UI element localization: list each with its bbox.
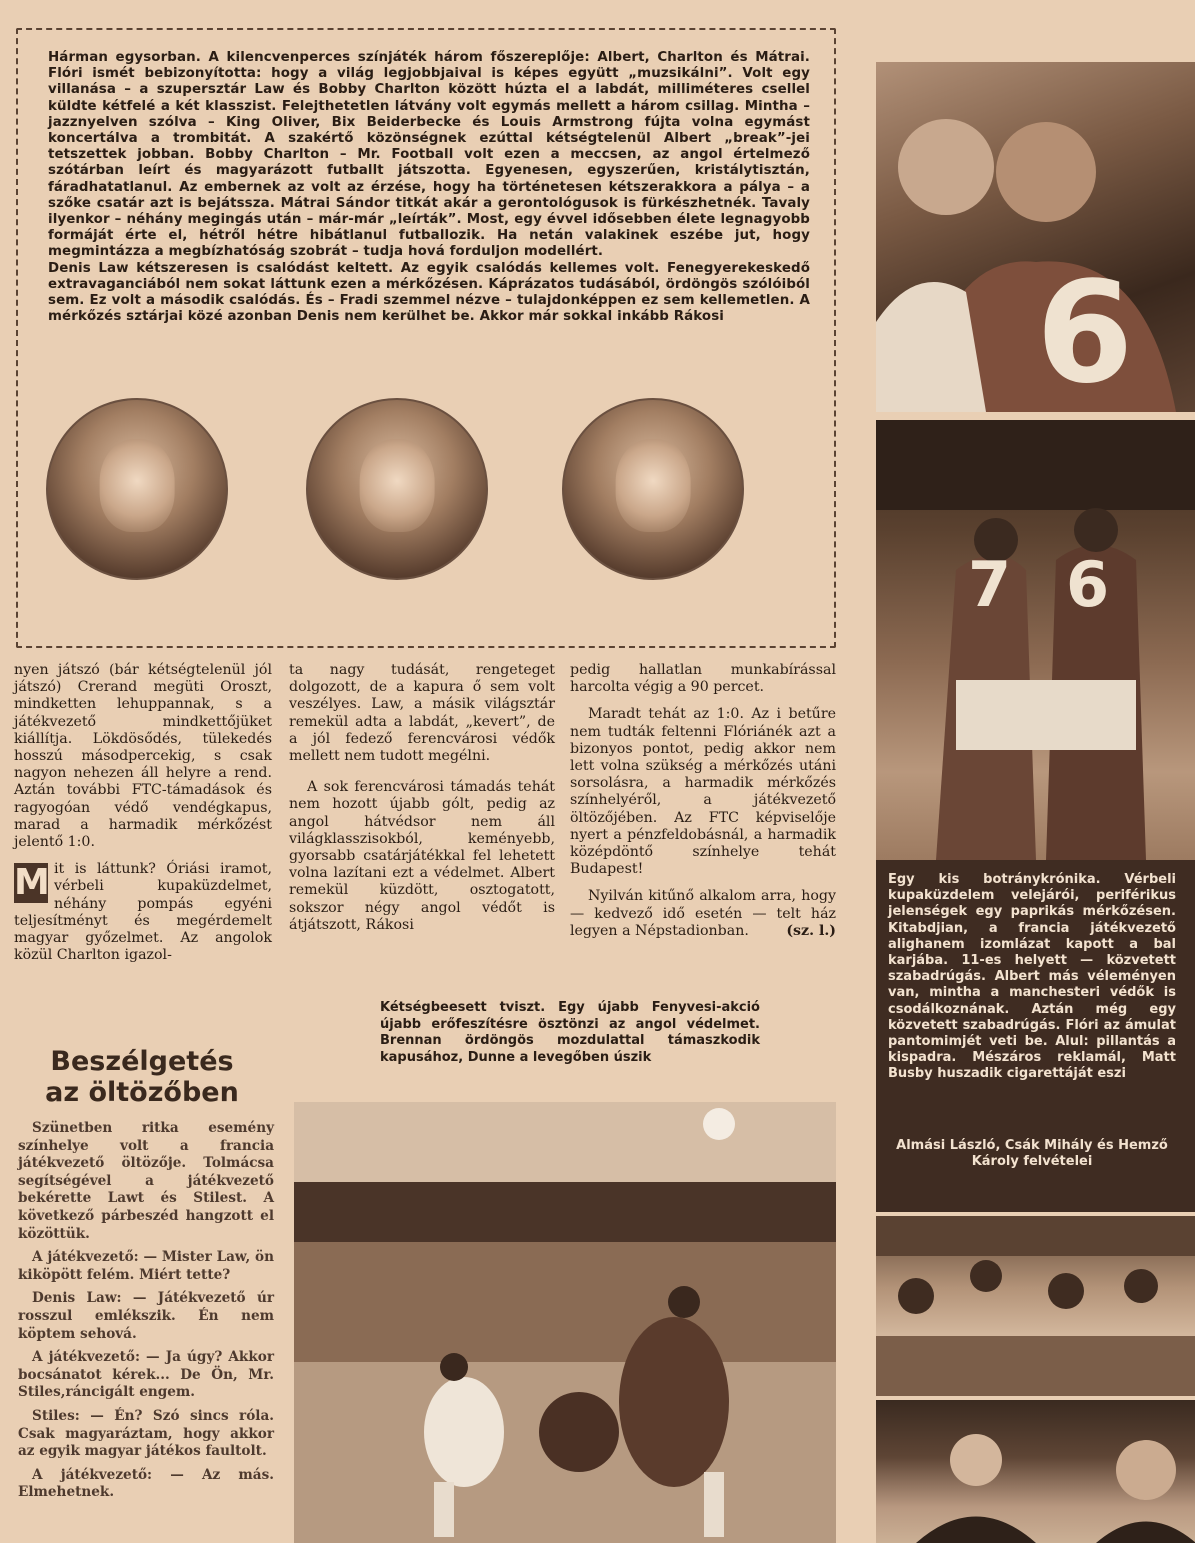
portrait-albert [46, 398, 228, 580]
column-1 [14, 662, 272, 974]
side-caption-text: Egy kis botránykrónika. Vérbeli kupaküzdelem velejárói, periférikus jelenségek egy paprikás mérkőzésen. Kitabdjian, a francia játékvezető alighanem izomlázat kapott a bal karjába. 11-es helyett — közvetett szabadrúgás. Albert más véleményen van, mintha a manchesteri védők is csodálkoznának. Aztán még egy közvetett szabadrúgás. Flóri az ámulat pantomimjét veti be. Alul: pillantás a kispadra. Mészáros reklamál, Matt Busby huszadik cigarettáját eszi [888, 872, 1176, 1082]
talk-paragraph-3: Denis Law: — Játékvezető úr rosszul emlékszik. Én nem köptem sehová. [18, 1290, 274, 1342]
bench-photo-illustration [876, 1400, 1195, 1543]
bench-photo [876, 1400, 1195, 1543]
photo-credit: Almási László, Csák Mihály és Hemző Károly felvételei [896, 1138, 1168, 1170]
middle-right-photo [876, 420, 1195, 860]
col3-paragraph-1: pedig hallatlan munkabírással harcolta végig a 90 percet. [570, 662, 836, 696]
column-3 [570, 662, 836, 958]
talk-paragraph-2: A játékvezető: — Mister Law, ön kiköpött felém. Miért tette? [18, 1249, 274, 1283]
drop-cap: M [14, 862, 50, 904]
middle-right-photo-illustration [876, 420, 1195, 860]
col1-paragraph-2-text: it is láttunk? Óriási iramot, vérbeli kupaküzdelmet, néhány pompás egyéni teljesítményt és megérdemelt magyar győzelmet. Az angolok közül Charlton igazol- [14, 861, 272, 964]
intro-paragraph-1: Hárman egysorban. A kilencvenperces színjáték három főszereplője: Albert, Charlton és Mátrai. Flóri ismét bebizonyította: hogy a világ legjobbjaival is képes együtt „muzsikálni”. Volt egy villanása – a szupersztár Law és Bobby Charlton között húzta el a labdát, milliméteres csellel küldte kétfelé a két klasszist. Felejthetetlen látvány volt egymás mellett a három csillag. Mintha – jazznyelven szólva – King Oliver, Bix Beiderbecke és Louis Armstrong fújta volna egymást koncertálva a trombitát. A szakértő közönségnek ezúttal kétségtelenül Albert „break”-jei tetszettek jobban. Bobby Charlton – Mr. Football volt ezen a meccsen, az angol értelmező szótárban leírt és magyarázott futballt játszotta. Egyenesen, egyszerűen, kristálytisztán, fáradhatatlanul. Az embernek az volt az érzése, hogy ha történetesen kétszerakkora a pálya – a szőke csatár azt is bejátssza. Mátrai Sándor titkát akár a gerontológusok is fürkészhetnék. Tavaly ilyenkor – néhány megingás után – már-már „leírták”. Most, egy évvel idősebben élete legnagyobb formáját érte el, hétről hétre hibátlanul futballozik. Ha netán valakinek eszébe jut, hogy megmintázza a megbízhatóság szobrát – tudja hová forduljon modellért. [48, 50, 810, 260]
portrait-matrai [562, 398, 744, 580]
talk-heading-line-2: az öltözőben [45, 1077, 239, 1108]
col1-paragraph-2 [14, 861, 272, 964]
intro-paragraph-2: Denis Law kétszeresen is csalódást keltett. Az egyik csalódás kellemes volt. Fenegyerekeskedő extravaganciából nem sokat láttunk ezen a mérkőzésen. Káprázatos tudásából, ördöngös szólóiból sem. Ez volt a második csalódás. És – Fradi szemmel nézve – tulajdonképpen ez sem kellemetlen. A mérkőzés sztárjai közé azonban Denis nem kerülhet be. Akkor már sokkal inkább Rákosi [48, 260, 810, 325]
col3-paragraph-3-text: Nyilván kitűnő alkalom arra, hogy — kedvező idő esetén — telt ház legyen a Népstadionban. [570, 888, 836, 939]
top-right-photo [876, 62, 1195, 412]
crowd-photo-illustration [876, 1216, 1195, 1396]
main-photo-caption: Kétségbeesett tviszt. Egy újabb Fenyvesi-akció újabb erőfeszítésre ösztönzi az angol védelmet. Brennan ördöngös mozdulattal támaszkodik kapusához, Dunne a levegőben úszik [380, 1000, 760, 1065]
intro-text [48, 50, 810, 325]
crowd-photo [876, 1216, 1195, 1396]
jersey-number-mid-left: 7 [968, 548, 1012, 621]
jersey-number-top: 6 [1036, 252, 1134, 412]
article-signature: (sz. l.) [786, 923, 836, 940]
talk-paragraph-1: Szünetben ritka esemény színhelye volt a francia játékvezető öltözője. Tolmácsa segítségével a játékvezető bekérette Lawt és Stilest. A következő párbeszéd hangzott el közöttük. [18, 1120, 274, 1242]
col3-paragraph-2: Maradt tehát az 1:0. Az i betűre nem tudták feltenni Flóriánék azt a bizonyos pontot, pedig akkor nem lett volna szükség a mérkőzés utáni sorsolásra, a harmadik mérkőzés színhelyéről, a játékvezető öltözőjében. Az FTC képviselője nyert a pénzfeldobásnál, a harmadik középdöntő színhelye tehát Budapest! [570, 706, 836, 878]
side-caption-box [876, 860, 1195, 1212]
main-photo-illustration [294, 1102, 836, 1543]
talk-heading-line-1: Beszélgetés [50, 1046, 234, 1077]
jersey-number-mid-right: 6 [1066, 548, 1110, 621]
talk-heading [16, 1046, 268, 1108]
col2-paragraph-2: A sok ferencvárosi támadás tehát nem hozott újabb gólt, pedig az angol hátvédsor nem áll világklasszisokból, keményebb, gyorsabb csatárjátékkal fel lehetett volna lazítani ezt a védelmet. Albert remekül küzdött, osztogatott, sokszor négy angol védőt is átjátszott, Rákosi [289, 779, 555, 933]
column-2 [289, 662, 555, 944]
col1-paragraph-1: nyen játszó (bár kétségtelenül jól játszó) Crerand megüti Oroszt, mindketten lehuppannak, s a játékvezető mindkettőjüket kiállítja. Lökdösődés, tülekedés hosszú másodpercekig, s csak nagyon nehezen áll helyre a rend. Aztán további FTC-támadások és ragyogóan védő vendégkapus, marad a harmadik mérkőzést jelentő 1:0. [14, 662, 272, 851]
main-match-photo [294, 1102, 836, 1543]
talk-paragraph-6: A játékvezető: — Az más. Elmehetnek. [18, 1466, 274, 1501]
talk-paragraph-5: Stiles: — Én? Szó sincs róla. Csak magyaráztam, hogy akkor az egyik magyar játékos faultolt. [18, 1407, 274, 1460]
portrait-charlton [306, 398, 488, 580]
col2-paragraph-1: ta nagy tudását, rengeteget dolgozott, de a kapura ő sem volt veszélyes. Law, a másik világsztár remekül adta a labdát, „kevert”, de a jól fedező ferencvárosi védők mellett nem tudott megélni. [289, 662, 555, 765]
talk-text [18, 1120, 274, 1508]
talk-paragraph-4: A játékvezető: — Ja úgy? Akkor bocsánatot kérek... De Ön, Mr. Stiles,ráncigált engem. [18, 1349, 274, 1401]
